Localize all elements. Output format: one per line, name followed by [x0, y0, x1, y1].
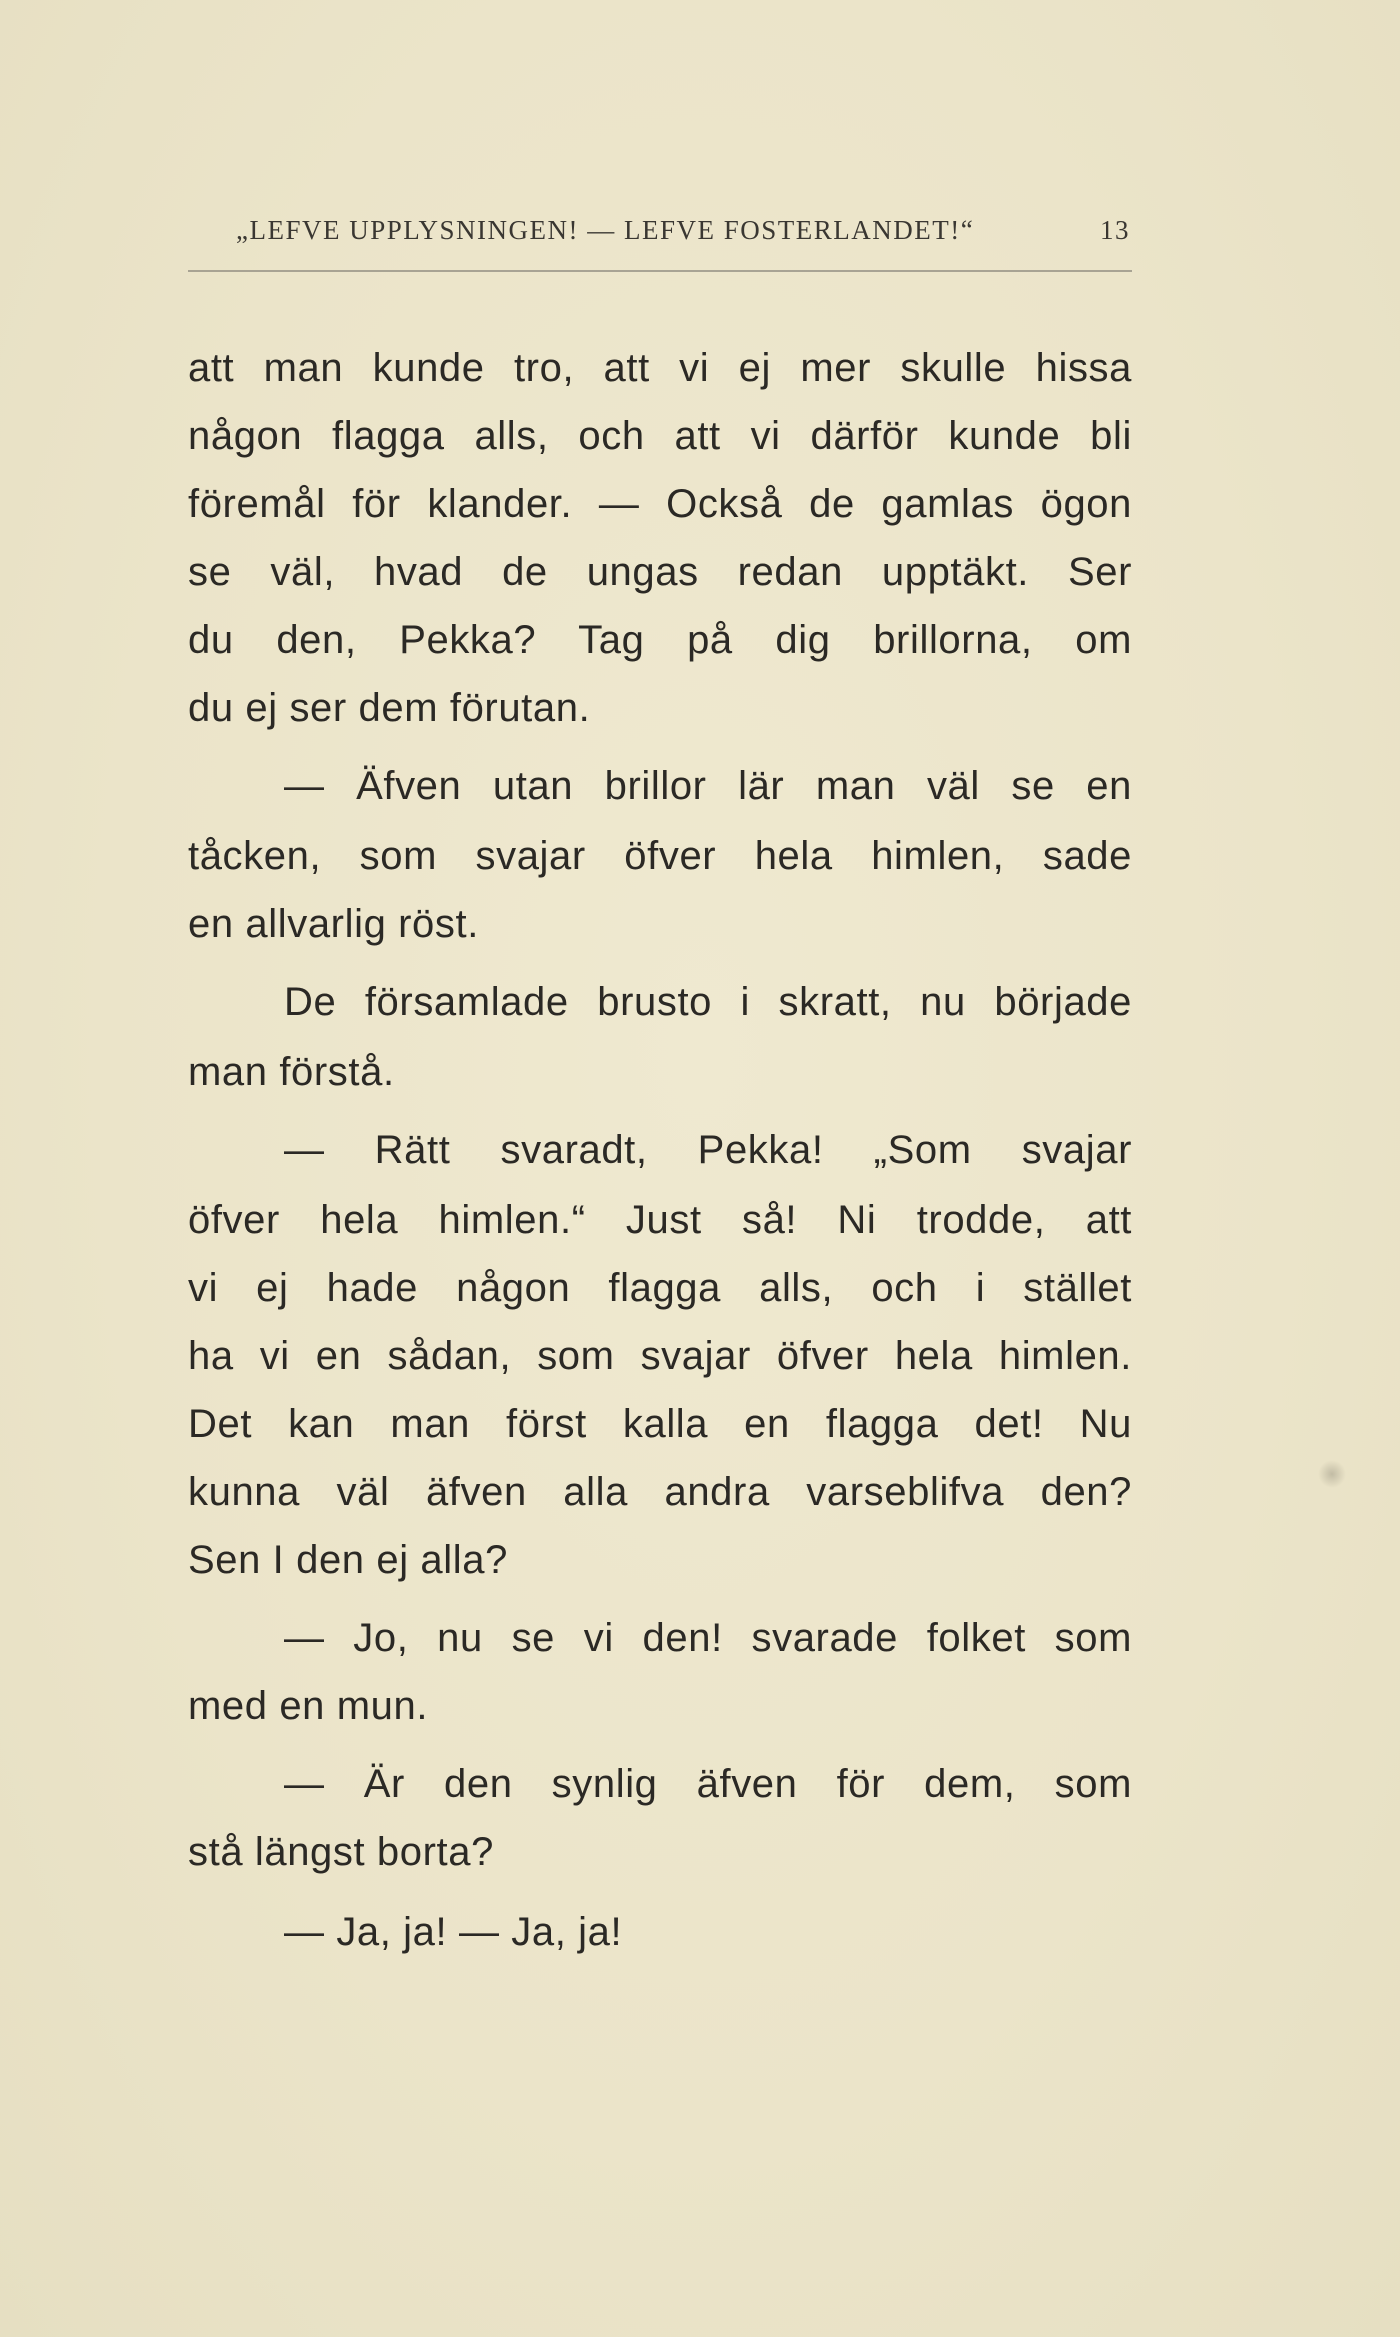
text-line: en allvarlig röst.	[188, 902, 479, 946]
text-line: — Äfven utan brillor lär man väl se en	[284, 764, 1132, 808]
text-line: tåcken, som svajar öfver hela himlen, sade	[188, 834, 1132, 878]
header-rule	[188, 270, 1132, 272]
text-line: se väl, hvad de ungas redan upptäkt. Ser	[188, 550, 1132, 594]
text-line: att man kunde tro, att vi ej mer skulle hissa	[188, 346, 1132, 390]
paper-blemish	[1318, 1460, 1346, 1488]
text-line: du ej ser dem förutan.	[188, 686, 591, 730]
text-line: föremål för klander. — Också de gamlas ögon	[188, 482, 1132, 526]
text-line: öfver hela himlen.“ Just så! Ni trodde, att	[188, 1198, 1132, 1242]
running-head	[236, 215, 1136, 246]
text-line: ha vi en sådan, som svajar öfver hela himlen.	[188, 1334, 1132, 1378]
page-number: 13	[1100, 215, 1130, 245]
text-line: kunna väl äfven alla andra varseblifva den?	[188, 1470, 1132, 1514]
running-title: „LEFVE UPPLYSNINGEN! — LEFVE FOSTERLANDET!“	[236, 215, 975, 245]
text-line: någon flagga alls, och att vi därför kunde bli	[188, 414, 1132, 458]
text-line: Det kan man först kalla en flagga det! Nu	[188, 1402, 1132, 1446]
text-line: man förstå.	[188, 1050, 395, 1094]
text-line: — Är den synlig äfven för dem, som	[284, 1762, 1132, 1806]
text-line: — Rätt svaradt, Pekka! „Som svajar	[284, 1128, 1132, 1172]
text-line: Sen I den ej alla?	[188, 1538, 508, 1582]
text-line: du den, Pekka? Tag på dig brillorna, om	[188, 618, 1132, 662]
text-line: — Ja, ja! — Ja, ja!	[284, 1910, 623, 1954]
text-line: med en mun.	[188, 1684, 429, 1728]
text-line: stå längst borta?	[188, 1830, 494, 1874]
text-line: — Jo, nu se vi den! svarade folket som	[284, 1616, 1132, 1660]
text-line: vi ej hade någon flagga alls, och i stället	[188, 1266, 1132, 1310]
text-line: De församlade brusto i skratt, nu började	[284, 980, 1132, 1024]
